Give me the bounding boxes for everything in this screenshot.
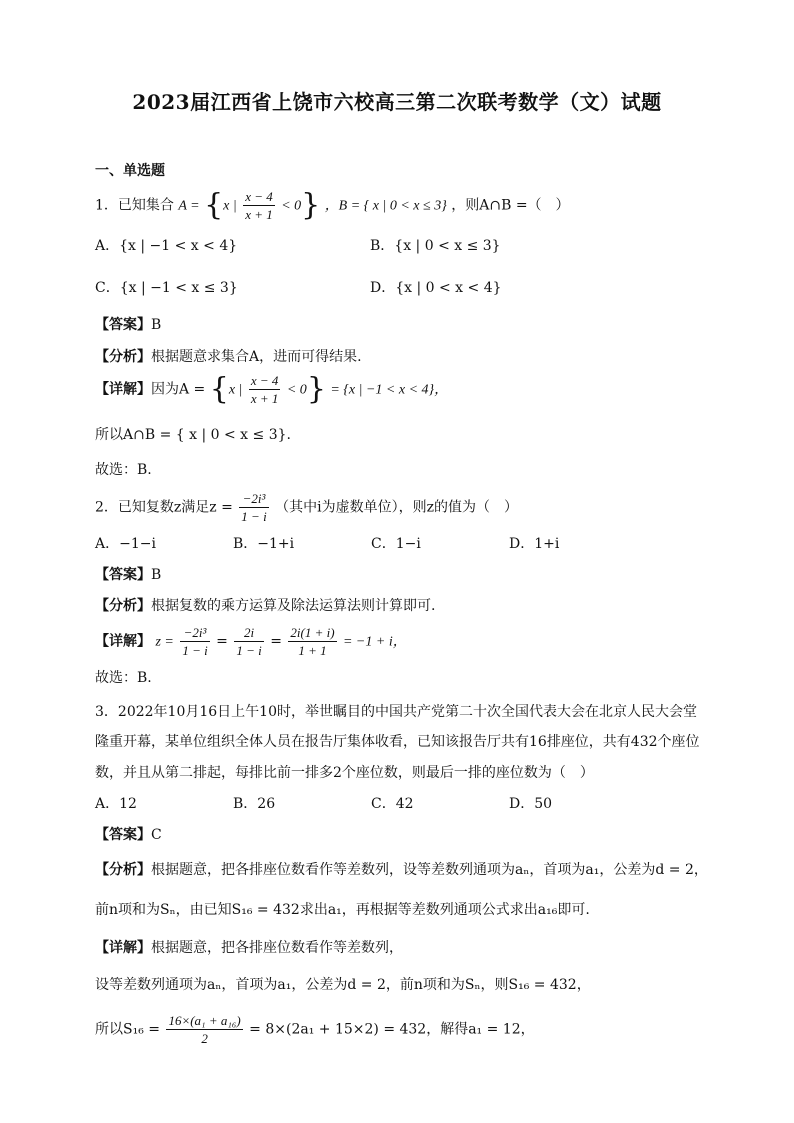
q2-option-d: D．1+i	[509, 536, 560, 552]
q2-option-b: B．−1+i	[233, 536, 295, 552]
page-title: 2023届江西省上饶市六校高三第二次联考数学（文）试题	[132, 90, 662, 114]
q2-stem: 2．已知复数z满足z = $\frac{\text{−2i³}}{1 - i}$ （其中i为虚数单位），则z的值为（ ）	[95, 491, 518, 524]
q1-answer: 【答案】B	[95, 317, 162, 333]
q1-stem: 1．已知集合 A = {x | $\frac{x - 4}{x + 1}$ < 0} ，B = { x | 0 < x ≤ 3} ，则A∩B =（ ）	[95, 187, 570, 223]
q2-option-a: A．−1−i	[95, 536, 156, 552]
fraction: $\frac{x - 4}{x + 1}$	[250, 373, 279, 406]
fraction: $\frac{2i(1 + i)}{1 + 1}$	[290, 625, 335, 658]
fraction: $\frac{x - 4}{x + 1}$	[245, 189, 273, 222]
q3-analysis: 【分析】根据题意，把各排座位数看作等差数列，设等差数列通项为aₙ，首项为a₁，公差为d = 2，	[95, 862, 708, 878]
q2-answer: 【答案】B	[95, 567, 162, 583]
q1-option-a: A．{x | −1 < x < 4}	[95, 238, 238, 254]
q1-option-b: B．{x | 0 < x ≤ 3}	[370, 238, 501, 254]
q3-detail-line2: 设等差数列通项为aₙ，首项为a₁，公差为d = 2，前n项和为Sₙ，则S₁₆ = 432，	[95, 977, 591, 993]
q1-analysis: 【分析】根据题意求集合A，进而可得结果.	[95, 349, 362, 365]
q3-option-d: D．50	[509, 796, 553, 812]
q3-analysis-line2: 前n项和为Sₙ，由已知S₁₆ = 432求出a₁，再根据等差数列通项公式求出a₁₆即可.	[95, 902, 590, 918]
q2-analysis: 【分析】根据复数的乘方运算及除法运算法则计算即可.	[95, 598, 436, 614]
q2-choose: 故选：B.	[95, 670, 152, 686]
q3-option-a: A．12	[95, 796, 137, 812]
q3-line2: 隆重开幕，某单位组织全体人员在报告厅集体收看，已知该报告厅共有16排座位，共有432个座位	[95, 734, 700, 750]
q3-option-c: C．42	[371, 796, 414, 812]
fraction: $\frac{2i}{1 - i}$	[236, 625, 262, 658]
q3-detail-line3: 所以S₁₆ = $\frac{\text{16×(a₁ + a₁₆)}}{2}$ = 8×(2a₁ + 15×2) = 432，解得a₁ = 12，	[95, 1013, 535, 1046]
q3-line3: 数，并且从第二排起，每排比前一排多2个座位数，则最后一排的座位数为（ ）	[95, 765, 594, 781]
q2-option-c: C．1−i	[371, 536, 421, 552]
right-brace: }	[301, 187, 321, 223]
q1-choose: 故选：B.	[95, 462, 152, 478]
q3-option-b: B．26	[233, 796, 276, 812]
q1-detail-line2: 所以A∩B = { x | 0 < x ≤ 3}.	[95, 427, 291, 443]
fraction: $\frac{\text{−2i³}}{1 - i}$	[241, 491, 267, 524]
q1-detail: 【详解】因为A = {x | $\frac{x - 4}{x + 1}$ < 0} = {x | −1 < x < 4}，	[95, 371, 449, 407]
q3-line1: 3．2022年10月16日上午10时，举世瞩目的中国共产党第二十次全国代表大会在北京人民大会堂	[95, 704, 697, 720]
fraction: $\frac{\text{−2i³}}{1 - i}$	[182, 625, 208, 658]
q1-option-d: D．{x | 0 < x < 4}	[370, 280, 502, 296]
section-heading: 一、单选题	[95, 163, 165, 179]
fraction: $\frac{\text{16×(a₁ + a₁₆)}}{2}$	[168, 1013, 241, 1046]
q1-option-c: C．{x | −1 < x ≤ 3}	[95, 280, 238, 296]
q2-detail: 【详解】 z = $\frac{\text{−2i³}}{1 - i}$ = $\frac{2i}{1 - i}$ = $\frac{2i(1 + i)}{1 + 1}$ = −1 + i，	[95, 625, 407, 658]
q3-answer: 【答案】C	[95, 827, 162, 843]
left-brace: {	[204, 187, 224, 223]
q3-detail: 【详解】根据题意，把各排座位数看作等差数列，	[95, 940, 403, 956]
